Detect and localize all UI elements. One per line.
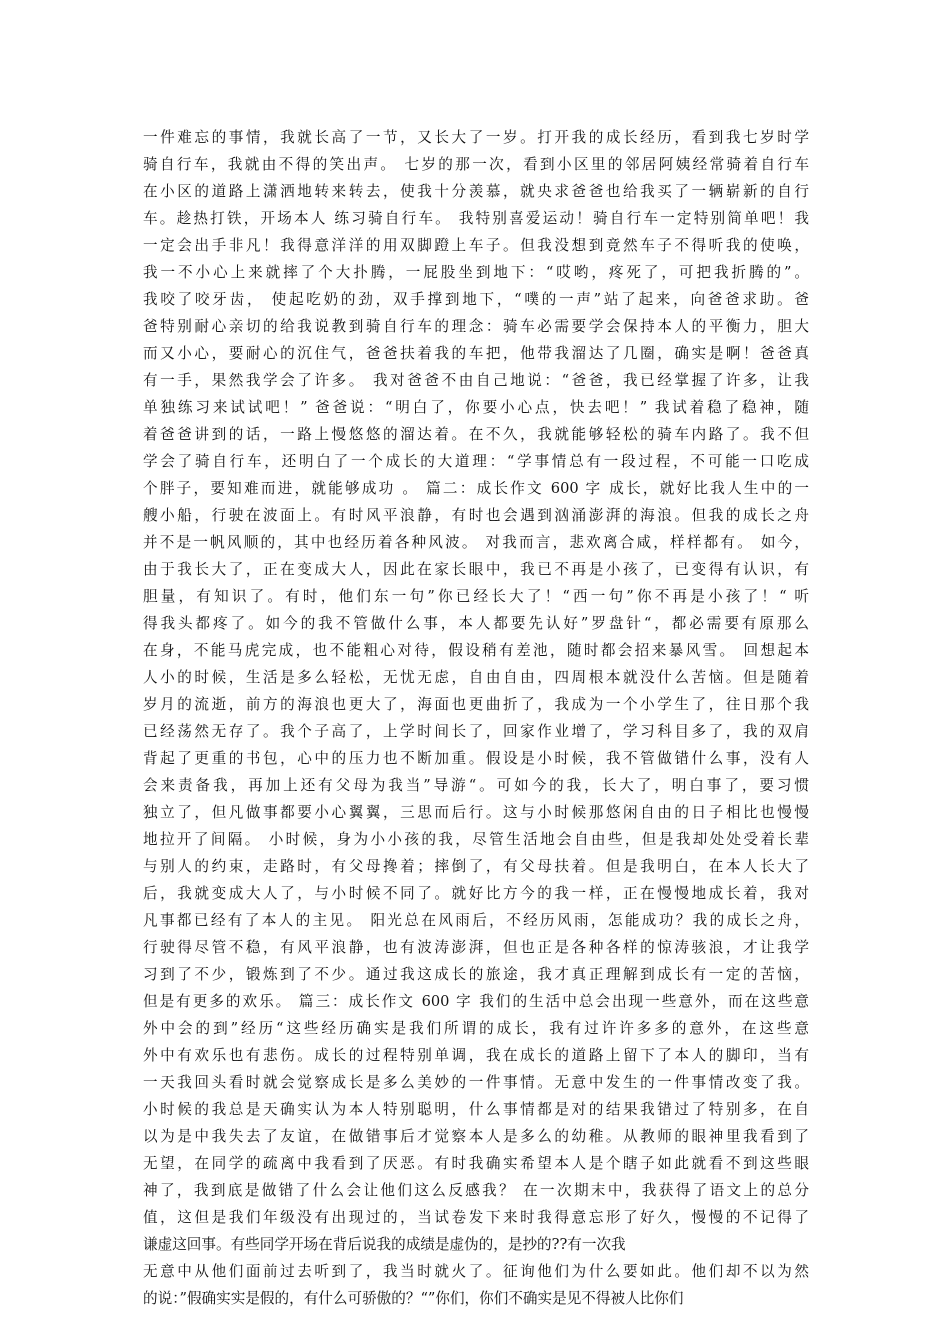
text-line: 一定会出手非凡！我得意洋洋的用双脚蹬上车子。但我没想到竟然车子不得听我的使唤， — [143, 237, 809, 254]
text-line: 一件难忘的事情，我就长高了一节，又长大了一岁。打开我的成长经历，看到我七岁时学 — [143, 129, 809, 146]
text-line: 个胖子，要知难而进，就能够成功 。 篇二：成长作文 600 字 成长，就好比我人生中的一 — [143, 480, 809, 497]
text-line: 无意中从他们面前过去听到了，我当时就火了。征询他们为什么要如此。他们却不以为然 — [143, 1263, 809, 1280]
text-line: 而又小心，要耐心的沉住气，爸爸扶着我的车把，他带我溜达了几圈，确实是啊！爸爸真 — [143, 345, 809, 362]
text-line: 但是有更多的欢乐。 篇三：成长作文 600 字 我们的生活中总会出现一些意外，而在这些意 — [143, 993, 809, 1010]
text-line: 艘小船，行驶在波面上。有时风平浪静，有时也会遇到汹涌澎湃的海浪。但我的成长之舟 — [143, 507, 809, 524]
text-line: 会来责备我，再加上还有父母为我当”导游“。可如今的我，长大了，明白事了，要习惯 — [143, 777, 809, 794]
text-line: 一天我回头看时就会觉察成长是多么美妙的一件事情。无意中发生的一件事情改变了我。 — [143, 1074, 809, 1091]
text-line: 骑自行车，我就由不得的笑出声。 七岁的那一次，看到小区里的邻居阿姨经常骑着自行车 — [143, 156, 809, 173]
body-text — [143, 124, 809, 1312]
text-line: 我咬了咬牙齿， 使起吃奶的劲，双手撑到地下，“噗的一声”站了起来，向爸爸求助。爸 — [143, 291, 809, 308]
text-line: 在身，不能马虎完成，也不能粗心对待，假设稍有差池，随时都会招来暴风雪。 回想起本 — [143, 642, 809, 659]
text-line: 外中有欢乐也有悲伤。成长的过程特别单调，我在成长的道路上留下了本人的脚印，当有 — [143, 1047, 809, 1064]
text-line: 行驶得尽管不稳，有风平浪静，也有波涛澎湃，但也正是各种各样的惊涛骇浪，才让我学 — [143, 939, 809, 956]
text-line: 独立了，但凡做事都要小心翼翼，三思而后行。这与小时候那悠闲自由的日子相比也慢慢 — [143, 804, 809, 821]
text-line: 人小的时候，生活是多么轻松，无忧无虑，自由自由，四周根本就没什么苦恼。但是随着 — [143, 669, 809, 686]
text-line: 与别人的约束，走路时，有父母搀着；摔倒了，有父母扶着。但是我明白，在本人长大了 — [143, 858, 809, 875]
text-line: 单独练习来试试吧！” 爸爸说：“明白了，你要小心点，快去吧！” 我试着稳了稳神，随 — [143, 399, 809, 416]
text-line: 在小区的道路上潇洒地转来转去，使我十分羡慕，就央求爸爸也给我买了一辆崭新的自行 — [143, 183, 809, 200]
text-line: 背起了更重的书包，心中的压力也不断加重。假设是小时候，我不管做错什么事，没有人 — [143, 750, 809, 767]
text-line: 着爸爸讲到的话，一路上慢悠悠的溜达着。在不久，我就能够轻松的骑车内路了。我不但 — [143, 426, 809, 443]
text-line: 谦虚这回事。有些同学开场在背后说我的成绩是虚伪的，是抄的??有一次我 — [143, 1236, 626, 1253]
text-line: 岁月的流逝，前方的海浪也更大了，海面也更曲折了，我成为一个小学生了，往日那个我 — [143, 696, 809, 713]
text-line: 并不是一帆风顺的，其中也经历着各种风波。 对我而言，悲欢离合咸，样样都有。 如今， — [143, 534, 809, 551]
text-line: 凡事都已经有了本人的主见。 阳光总在风雨后，不经历风雨，怎能成功？我的成长之舟， — [143, 912, 809, 929]
text-line: 神了，我到底是做错了什么会让他们这么反感我？ 在一次期末中，我获得了语文上的总分 — [143, 1182, 809, 1199]
text-line: 我一不小心上来就摔了个大扑腾，一屁股坐到地下：“哎哟，疼死了，可把我折腾的”。 — [143, 264, 809, 281]
text-line: 车。趁热打铁，开场本人 练习骑自行车。 我特别喜爱运动！骑自行车一定特别简单吧！我 — [143, 210, 809, 227]
text-line: 外中会的到”经历“这些经历确实是我们所谓的成长，我有过许许多多的意外，在这些意 — [143, 1020, 809, 1037]
text-line: 由于我长大了，正在变成大人，因此在家长眼中，我已不再是小孩了，已变得有认识，有 — [143, 561, 809, 578]
text-line: 地拉开了间隔。 小时候，身为小小孩的我，尽管生活地会自由些，但是我却处处受着长辈 — [143, 831, 809, 848]
text-line: 已经荡然无存了。我个子高了，上学时间长了，回家作业增了，学习科目多了，我的双肩 — [143, 723, 809, 740]
text-line: 习到了不少，锻炼到了不少。通过我这成长的旅途，我才真正理解到成长有一定的苦恼， — [143, 966, 809, 983]
text-line: 小时候的我总是天确实认为本人特别聪明，什么事情都是对的结果我错过了特别多，在自 — [143, 1101, 809, 1118]
text-line: 后，我就变成大人了，与小时候不同了。就好比方今的我一样，正在慢慢地成长着，我对 — [143, 885, 809, 902]
text-line: 学会了骑自行车，还明白了一个成长的大道理：“学事情总有一段过程，不可能一口吃成 — [143, 453, 809, 470]
text-line: 以为是中我失去了友谊，在做错事后才觉察本人是多么的幼稚。从教师的眼神里我看到了 — [143, 1128, 809, 1145]
text-line: 得我头都疼了。如今的我不管做什么事，本人都要先认好”罗盘针“，都必需要有原那么 — [143, 615, 809, 632]
text-line: 无望，在同学的疏离中我看到了厌恶。有时我确实希望本人是个瞎子如此就看不到这些眼 — [143, 1155, 809, 1172]
text-line: 有一手，果然我学会了许多。 我对爸爸不由自己地说：“爸爸，我已经掌握了许多，让我 — [143, 372, 809, 389]
text-line: 胆量，有知识了。有时，他们东一句”你已经长大了！“西一句”你不再是小孩了！“ 听 — [143, 588, 809, 605]
text-line: 爸特别耐心亲切的给我说教到骑自行车的理念：骑车必需要学会保持本人的平衡力，胆大 — [143, 318, 809, 335]
text-line: 值，这但是我们年级没有出现过的，当试卷发下来时我得意忘形了好久，慢慢的不记得了 — [143, 1209, 809, 1226]
text-line: 的说：”假确实实是假的，有什么可骄傲的？“”你们，你们不确实是见不得被人比你们 — [143, 1290, 684, 1307]
